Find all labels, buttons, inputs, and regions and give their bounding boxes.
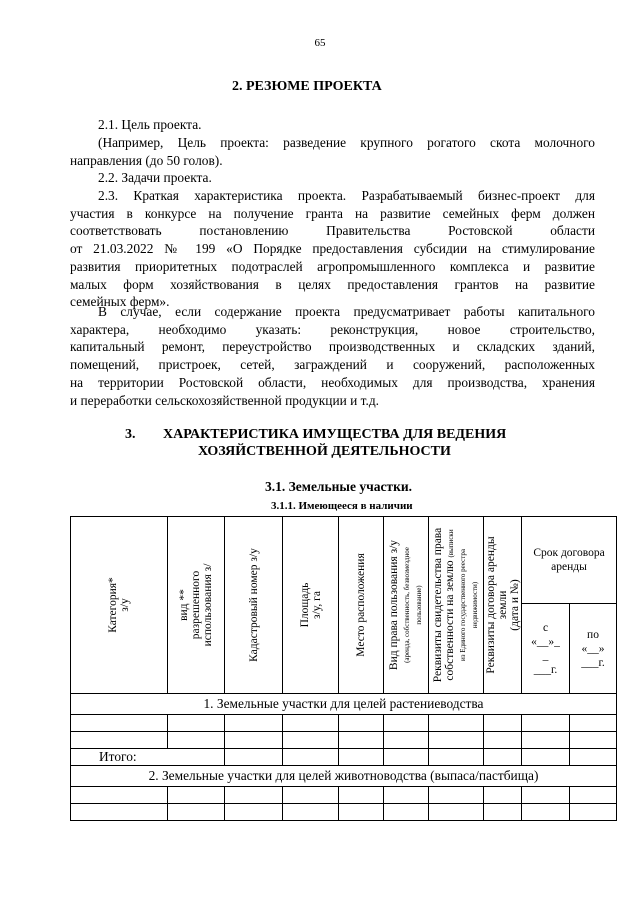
col-permitted-use — [168, 517, 225, 694]
goal-example-line: (Например, Цель проекта: разведение крупного рогатого скота молочного — [98, 135, 595, 150]
subsection-available: 3.1.1. Имеющееся в наличии — [271, 500, 413, 512]
land-plots-table — [70, 516, 617, 821]
header-text: з/у — [119, 598, 131, 612]
text-line: и переработки сельскохозяйственной продукции и т.д. — [70, 392, 379, 408]
header-text: Реквизиты свидетельства права — [432, 527, 444, 683]
col-cadastral-number — [225, 517, 283, 694]
page-number: 65 — [314, 37, 326, 49]
tasks-label: 2.2. Задачи проекта. — [98, 170, 212, 185]
text-line: развития приоритетных подотраслей агропромышленного комплекса и развитие — [70, 258, 595, 274]
header-text: по — [587, 628, 599, 641]
header-text: Площадь — [298, 582, 311, 628]
goal-example-line: направления (до 50 голов). — [70, 152, 223, 168]
text-line: на территории Ростовской области, необходимых для производства, хранения — [70, 374, 595, 390]
text-line: участия в конкурсе на получение гранта на развитие семейных ферм должен — [70, 205, 595, 221]
text-line: характера, необходимо указать: реконструкция, новое строительство, — [70, 321, 595, 337]
header-note: (выписки — [447, 529, 455, 558]
header-text: Категория* — [107, 577, 119, 633]
header-text: Кадастровый номер з/у — [247, 548, 260, 662]
col-category — [71, 517, 168, 694]
table-header-row — [71, 517, 617, 604]
header-text: разрешенного — [190, 570, 202, 640]
total-label: Итого: — [71, 749, 225, 766]
header-text: «__» — [581, 642, 605, 655]
header-text: вид ** — [178, 589, 190, 621]
header-text: _ — [542, 649, 549, 662]
header-text: с — [542, 621, 549, 634]
subsection-land-plots: 3.1. Земельные участки. — [265, 479, 412, 494]
header-note: недвижимости) — [471, 581, 479, 629]
header-text: Реквизиты договора аренды — [484, 536, 497, 674]
col-ownership-certificate — [429, 517, 484, 694]
header-text: Место расположения — [355, 553, 367, 657]
header-text: (дата и №) — [508, 579, 521, 631]
header-text: использования з/ — [202, 563, 214, 647]
col-lease-term: Срок договора аренды — [522, 517, 617, 604]
section-3-title-line1: ХАРАКТЕРИСТИКА ИМУЩЕСТВА ДЛЯ ВЕДЕНИЯ — [163, 427, 507, 442]
table-total-row — [71, 749, 617, 766]
header-text: земли — [496, 590, 509, 620]
section-2-title: 2. РЕЗЮМЕ ПРОЕКТА — [232, 79, 382, 94]
text-line: В случае, если содержание проекта предусматривает работы капитального — [98, 304, 595, 319]
table-row — [71, 804, 617, 821]
col-location — [339, 517, 384, 694]
header-text: собственности на землю — [444, 560, 456, 681]
lease-term-from — [522, 604, 570, 694]
goal-label: 2.1. Цель проекта. — [98, 117, 202, 132]
header-note: пользование) — [415, 585, 423, 625]
col-area — [283, 517, 339, 694]
table-row — [71, 715, 617, 732]
text-line: капитальный ремонт, переустройство производственных и складских зданий, — [70, 339, 595, 355]
text-line: семейных ферм». — [70, 294, 170, 310]
section-crop-production: 1. Земельные участки для целей растениеводства — [71, 694, 617, 715]
header-note: (аренда, собственность, безвозмездное — [403, 547, 411, 663]
text-line: помещений, пристроек, сетей, заграждений и сооружений, расположенных — [70, 357, 595, 373]
lease-term-to — [570, 604, 617, 694]
text-line: малых форм хозяйствования в целях предоставления грантов на развитие — [70, 276, 595, 292]
text-line: соответствовать постановлению Правительства Ростовской области — [70, 223, 595, 239]
col-lease-contract — [484, 517, 522, 694]
section-livestock: 2. Земельные участки для целей животноводства (выпаса/пастбища) — [71, 766, 617, 787]
header-text: з/у, га — [310, 591, 323, 619]
section-3-title-line2: ХОЗЯЙСТВЕННОЙ ДЕЯТЕЛЬНОСТИ — [198, 444, 451, 459]
text-line: от 21.03.2022 № 199 «О Порядке предоставления субсидии на стимулирование — [70, 241, 595, 257]
table-section-row — [71, 766, 617, 787]
table-row — [71, 787, 617, 804]
project-summary-paragraph — [70, 187, 595, 311]
header-note: из Единого государственного реестра — [459, 549, 467, 661]
section-3-number: 3. — [125, 427, 136, 442]
header-text: «__»_ — [531, 635, 560, 648]
table-section-row — [71, 694, 617, 715]
text-line: 2.3. Краткая характеристика проекта. Разрабатываемый бизнес-проект для — [98, 188, 595, 203]
goal-example — [70, 134, 595, 169]
col-right-of-use — [384, 517, 429, 694]
header-text: ___г. — [533, 663, 558, 676]
header-text: ___г. — [581, 656, 605, 669]
table-row — [71, 732, 617, 749]
header-text: Вид права пользования з/у — [388, 539, 400, 671]
capital-works-paragraph — [70, 303, 595, 409]
